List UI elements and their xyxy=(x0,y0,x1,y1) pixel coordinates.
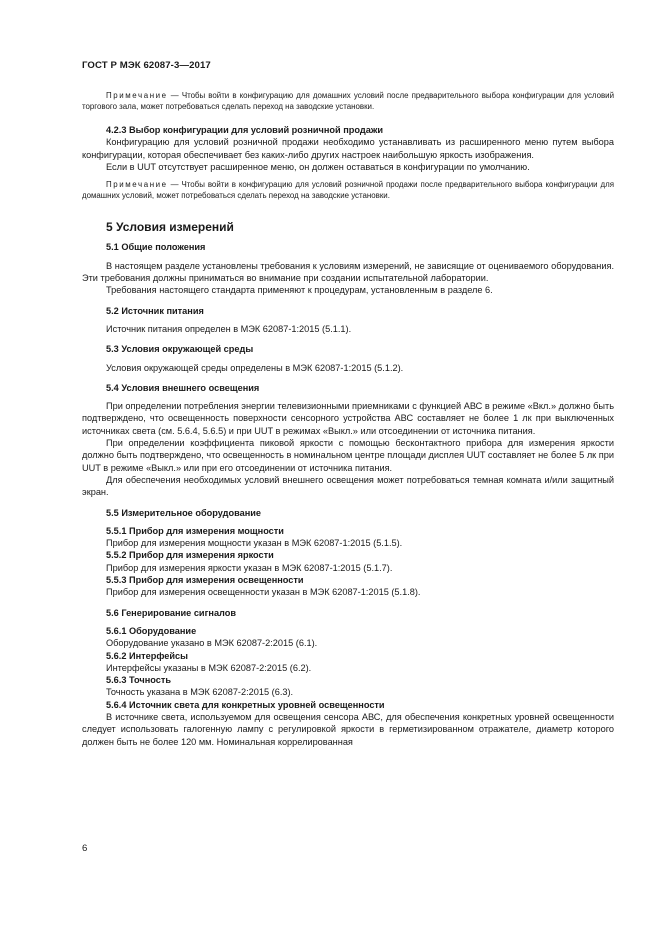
paragraph: Прибор для измерения мощности указан в МЭК 62087-1:2015 (5.1.5). xyxy=(106,538,403,549)
section-heading-5-6-2: 5.6.2 Интерфейсы xyxy=(106,650,188,661)
note-dash: — xyxy=(167,91,182,100)
section-heading-5-2: 5.2 Источник питания xyxy=(106,305,204,316)
paragraph: Источник питания определен в МЭК 62087-1:2015 (5.1.1). xyxy=(106,323,352,334)
paragraph: Конфигурацию для условий розничной продажи необходимо устанавливать из расширенного меню путем выбора конфигурации, которая обеспечивает без каких-либо других настроек наибольшую яркость изображения. xyxy=(82,137,614,160)
section-heading-5-1: 5.1 Общие положения xyxy=(106,242,206,253)
paragraph: Требования настоящего стандарта применяют к процедурам, установленным в разделе 6. xyxy=(106,285,493,296)
section-heading-5-6-3: 5.6.3 Точность xyxy=(106,675,172,686)
note-label: Примечание xyxy=(106,180,168,190)
paragraph: В настоящем разделе установлены требования к условиям измерений, не зависящие от оцениваемого оборудования. Эти требования должны приниматься во внимание при создании испытательной лаборатории. xyxy=(82,260,614,284)
section-heading-5-3: 5.3 Условия окружающей среды xyxy=(106,344,254,355)
section-heading-5-6-4: 5.6.4 Источник света для конкретных уровней освещенности xyxy=(106,699,385,710)
section-heading-5-6-1: 5.6.1 Оборудование xyxy=(106,625,197,636)
section-heading-5-5-2: 5.5.2 Прибор для измерения яркости xyxy=(106,550,274,561)
paragraph: Точность указана в МЭК 62087-2:2015 (6.3). xyxy=(106,687,294,698)
paragraph: При определении потребления энергии телевизионными приемниками с функцией АВС в режиме «Вкл.» должно быть подтверждено, что освещенность поверхности сенсорного устройства АВС составляет не более 1 лк при выключенных источниках света (см. 5.6.4, 5.6.5) и при UUT в режимах «Выкл.» или отсоединении от источника питания. xyxy=(82,401,614,436)
section-heading-5: 5 Условия измерений xyxy=(106,220,234,235)
paragraph: В источнике света, используемом для освещения сенсора АВС, для обеспечения конкретных уровней освещенности следует использовать галогенную лампу с регулировкой яркости в герметизированном отражателе, диаметр которого должен быть не более 120 мм. Номинальная коррелированная xyxy=(82,711,614,747)
note xyxy=(82,179,614,201)
paragraph: Если в UUT отсутствует расширенное меню, он должен оставаться в конфигурации по умолчанию. xyxy=(106,161,530,172)
paragraph: Прибор для измерения яркости указан в МЭК 62087-1:2015 (5.1.7). xyxy=(106,562,393,573)
page-body xyxy=(82,90,614,748)
page-number: 6 xyxy=(82,843,88,854)
section-heading-4-2-3: 4.2.3 Выбор конфигурации для условий розничной продажи xyxy=(106,125,383,135)
section-heading-5-4: 5.4 Условия внешнего освещения xyxy=(106,382,260,393)
note-dash: — xyxy=(167,180,182,190)
document-header: ГОСТ Р МЭК 62087-3—2017 xyxy=(82,60,211,71)
paragraph: Интерфейсы указаны в МЭК 62087-2:2015 (6.2). xyxy=(106,662,312,673)
paragraph: При определении коэффициента пиковой яркости с помощью бесконтактного прибора для измерения яркости должно быть подтверждено, что освещенность в номинальном центре площади дисплея UUT составляет не более 5 лк при UUT в режиме «Выкл.» или при его отсоединении от источника питания. xyxy=(82,438,614,473)
note xyxy=(82,90,614,112)
section-heading-5-5-1: 5.5.1 Прибор для измерения мощности xyxy=(106,525,284,536)
paragraph: Для обеспечения необходимых условий внешнего освещения может потребоваться темная комната и/или защитный экран. xyxy=(82,474,614,498)
paragraph: Условия окружающей среды определены в МЭК 62087-1:2015 (5.1.2). xyxy=(106,362,404,373)
section-heading-5-5: 5.5 Измерительное оборудование xyxy=(106,507,262,518)
note-label: Примечание xyxy=(106,91,168,100)
section-heading-5-6: 5.6 Генерирование сигналов xyxy=(106,607,237,618)
paragraph: Прибор для измерения освещенности указан в МЭК 62087-1:2015 (5.1.8). xyxy=(106,587,421,598)
note-text: Чтобы войти в конфигурацию для домашних условий после предварительного выбора конфигурации для условий торгового зала, может потребоваться сделать переход на заводские установки. xyxy=(82,91,614,111)
note-text: Чтобы войти в конфигурацию для условий розничной продажи после предварительного выбора конфигурации для домашних условий, может потребоваться сделать переход на заводские установки. xyxy=(82,180,614,201)
paragraph: Оборудование указано в МЭК 62087-2:2015 (6.1). xyxy=(106,638,318,649)
section-heading-5-5-3: 5.5.3 Прибор для измерения освещенности xyxy=(106,575,304,586)
